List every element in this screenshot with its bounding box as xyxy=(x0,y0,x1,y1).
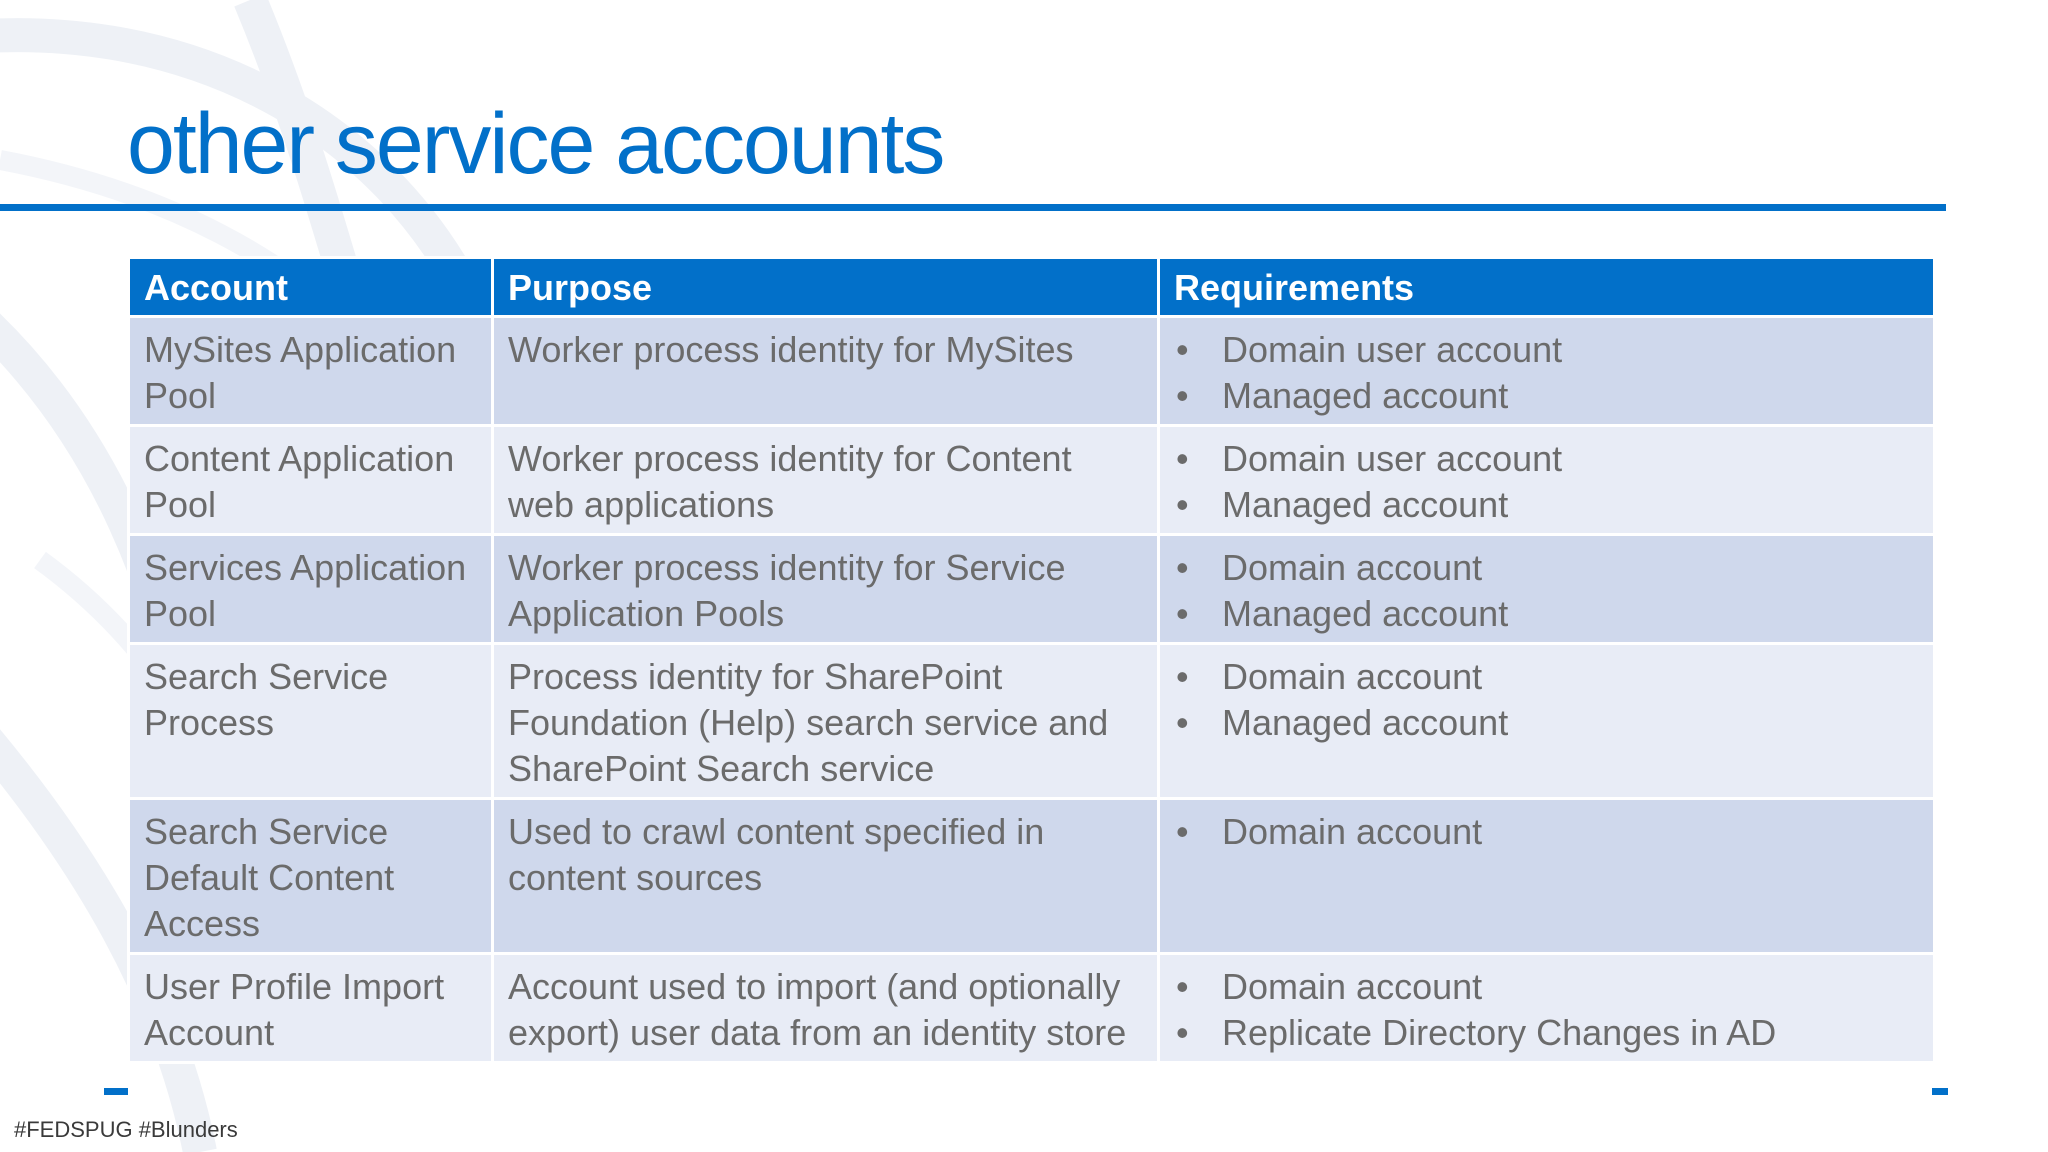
requirement-item xyxy=(1174,654,1919,700)
account-cell: MySites Application Pool xyxy=(130,318,491,424)
requirement-item xyxy=(1174,700,1919,746)
column-header-requirements: Requirements xyxy=(1160,259,1933,315)
requirements-cell xyxy=(1160,318,1933,424)
purpose-cell: Process identity for SharePoint Foundation (Help) search service and SharePoint Search service xyxy=(494,645,1157,797)
requirements-list xyxy=(1174,327,1919,419)
column-header-account: Account xyxy=(130,259,491,315)
account-cell: Search Service Process xyxy=(130,645,491,797)
account-cell: Search Service Default Content Access xyxy=(130,800,491,952)
requirements-cell xyxy=(1160,800,1933,952)
table-row xyxy=(130,427,1933,533)
bullet-icon: • xyxy=(1176,484,1189,525)
requirement-item xyxy=(1174,591,1919,637)
table-row xyxy=(130,955,1933,1061)
requirement-text: Managed account xyxy=(1222,375,1509,416)
bullet-icon: • xyxy=(1176,438,1189,479)
requirements-cell xyxy=(1160,536,1933,642)
title-divider xyxy=(0,204,1946,211)
bullet-icon: • xyxy=(1176,1012,1189,1053)
requirement-item xyxy=(1174,809,1919,855)
table-row xyxy=(130,318,1933,424)
requirement-item xyxy=(1174,373,1919,419)
requirement-text: Domain user account xyxy=(1222,438,1563,479)
requirements-list xyxy=(1174,964,1919,1056)
table-row xyxy=(130,800,1933,952)
purpose-cell: Worker process identity for MySites xyxy=(494,318,1157,424)
footer-divider-right xyxy=(1932,1088,1948,1095)
requirement-text: Domain account xyxy=(1222,547,1483,588)
column-header-purpose: Purpose xyxy=(494,259,1157,315)
account-cell: User Profile Import Account xyxy=(130,955,491,1061)
requirement-item xyxy=(1174,1010,1919,1056)
table-header-row xyxy=(130,259,1933,315)
bullet-icon: • xyxy=(1176,656,1189,697)
bullet-icon: • xyxy=(1176,547,1189,588)
requirements-list xyxy=(1174,436,1919,528)
requirements-list xyxy=(1174,809,1919,855)
requirements-cell xyxy=(1160,645,1933,797)
requirement-text: Managed account xyxy=(1222,484,1509,525)
bullet-icon: • xyxy=(1176,329,1189,370)
bullet-icon: • xyxy=(1176,375,1189,416)
purpose-cell: Used to crawl content specified in content sources xyxy=(494,800,1157,952)
bullet-icon: • xyxy=(1176,966,1189,1007)
requirements-list xyxy=(1174,545,1919,637)
requirements-cell xyxy=(1160,955,1933,1061)
requirement-item xyxy=(1174,327,1919,373)
requirements-list xyxy=(1174,654,1919,746)
requirement-text: Domain user account xyxy=(1222,329,1563,370)
requirement-text: Domain account xyxy=(1222,811,1483,852)
requirement-text: Replicate Directory Changes in AD xyxy=(1222,1012,1777,1053)
requirement-item xyxy=(1174,964,1919,1010)
slide-title: other service accounts xyxy=(127,96,944,192)
requirement-item xyxy=(1174,545,1919,591)
footer-divider-left xyxy=(104,1088,128,1095)
bullet-icon: • xyxy=(1176,593,1189,634)
purpose-cell: Worker process identity for Content web applications xyxy=(494,427,1157,533)
table-row xyxy=(130,645,1933,797)
requirements-cell xyxy=(1160,427,1933,533)
requirement-item xyxy=(1174,482,1919,528)
requirement-text: Managed account xyxy=(1222,593,1509,634)
requirement-item xyxy=(1174,436,1919,482)
requirement-text: Domain account xyxy=(1222,966,1483,1007)
service-accounts-table xyxy=(127,256,1936,1064)
purpose-cell: Worker process identity for Service Application Pools xyxy=(494,536,1157,642)
requirement-text: Domain account xyxy=(1222,656,1483,697)
bullet-icon: • xyxy=(1176,702,1189,743)
footer-hashtags: #FEDSPUG #Blunders xyxy=(14,1117,238,1142)
table-row xyxy=(130,536,1933,642)
account-cell: Content Application Pool xyxy=(130,427,491,533)
purpose-cell: Account used to import (and optionally export) user data from an identity store xyxy=(494,955,1157,1061)
account-cell: Services Application Pool xyxy=(130,536,491,642)
requirement-text: Managed account xyxy=(1222,702,1509,743)
bullet-icon: • xyxy=(1176,811,1189,852)
